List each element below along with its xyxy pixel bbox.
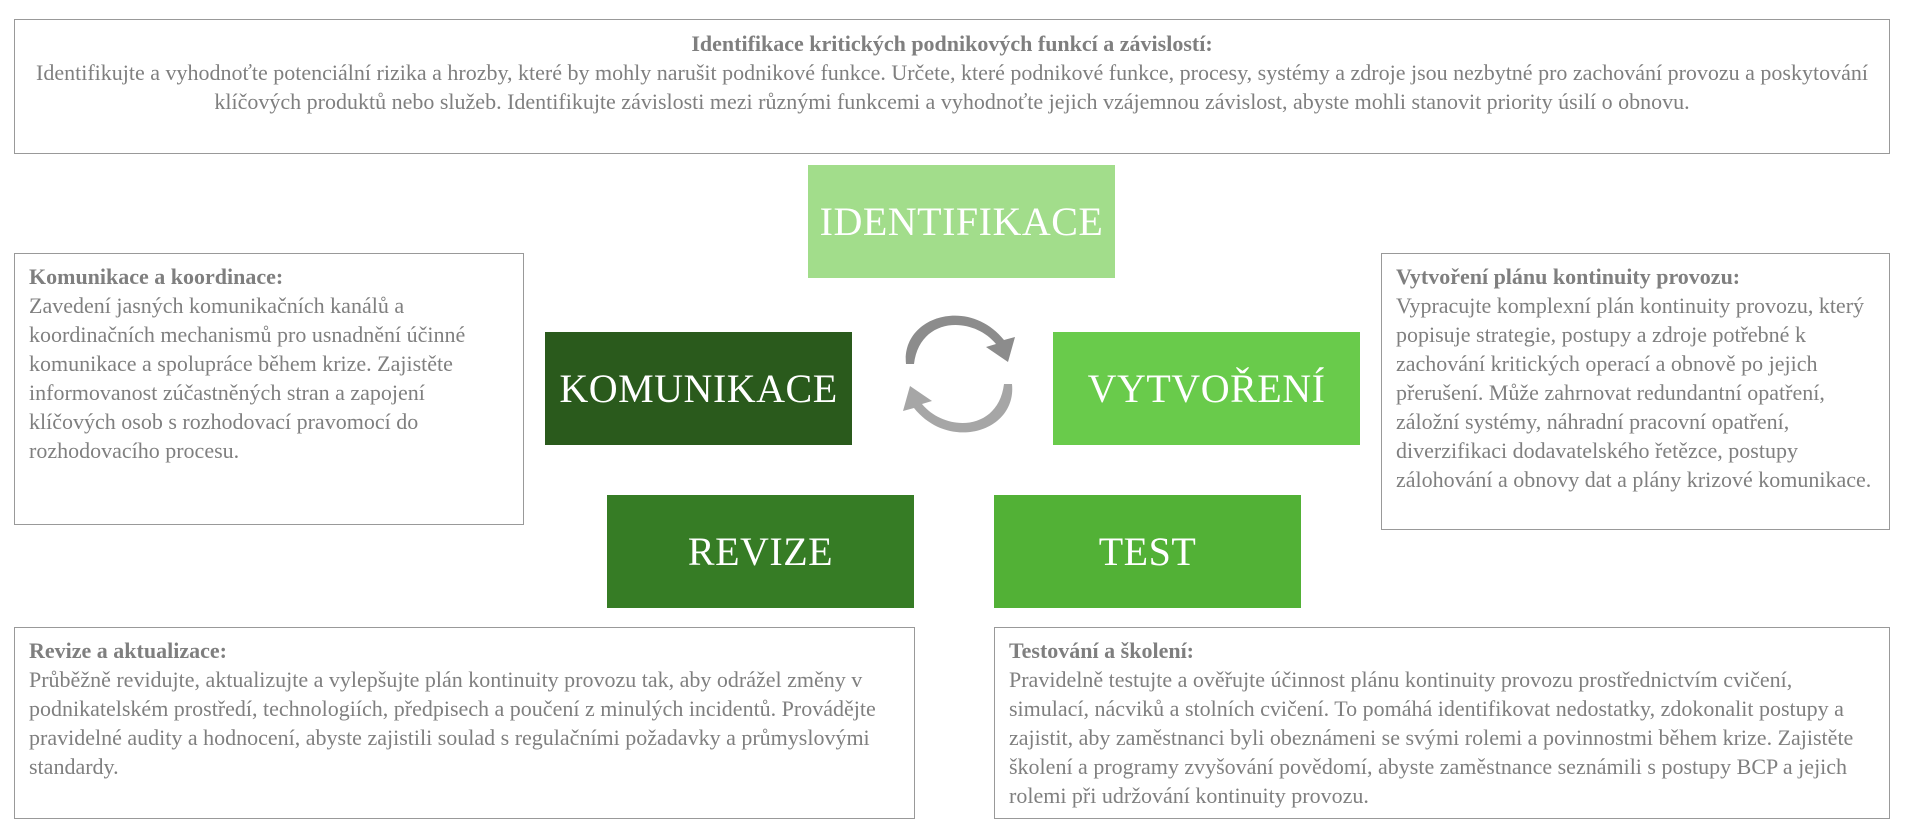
plan-creation-description-box <box>1381 253 1890 530</box>
tile-vytvoreni: VYTVOŘENÍ <box>1053 332 1360 445</box>
testing-description-title: Testování a školení: <box>1009 638 1195 663</box>
testing-description-box <box>994 627 1890 819</box>
tile-komunikace: KOMUNIKACE <box>545 332 852 445</box>
communication-description-text: Zavedení jasných komunikačních kanálů a koordinačních mechanismů pro usnadnění účinné komunikace a spolupráce během krize. Zajistěte informovanost zúčastněných stran a zapojení klíčových osob s rozhodovací pravomocí do rozhodovacího procesu. <box>29 293 466 463</box>
cycle-arrow-bottom <box>903 384 1012 432</box>
communication-description-box <box>14 253 524 525</box>
review-description-title: Revize a aktualizace: <box>29 638 227 663</box>
tile-identifikace: IDENTIFIKACE <box>808 165 1115 278</box>
cycle-arrow-top <box>906 316 1015 364</box>
plan-creation-description-text: Vypracujte komplexní plán kontinuity provozu, který popisuje strategie, postupy a zdroje potřebné k zachování kritických operací a obnově po jejich přerušení. Může zahrnovat redundantní opatření, záložní systémy, náhradní pracovní opatření, diverzifikaci dodavatelského řetězce, postupy zálohování a obnovy dat a plány krizové komunikace. <box>1396 293 1872 492</box>
cycle-arrows-icon <box>893 302 1025 446</box>
testing-description-text: Pravidelně testujte a ověřujte účinnost plánu kontinuity provozu prostřednictvím cvičení, simulací, nácviků a stolních cvičení. To pomáhá identifikovat nedostatky, zdokonalit postupy a zajistit, aby zaměstnanci byli obeznámeni se svými rolemi a povinnostmi během krize. Zajistěte školení a programy zvyšování povědomí, abyste zaměstnance seznámili s postupy BCP a jejich rolemi při udržování kontinuity provozu. <box>1009 667 1854 808</box>
review-description-box <box>14 627 915 819</box>
tile-revize: REVIZE <box>607 495 914 608</box>
identification-description-text: Identifikujte a vyhodnoťte potenciální rizika a hrozby, které by mohly narušit podnikové funkce. Určete, které podnikové funkce, procesy, systémy a zdroje jsou nezbytné pro zachování provozu a poskytování klíčových produktů nebo služeb. Identifikujte závislosti mezi různými funkcemi a vyhodnoťte jejich vzájemnou závislost, abyste mohli stanovit priority úsilí o obnovu. <box>36 60 1868 114</box>
review-description-text: Průběžně revidujte, aktualizujte a vylepšujte plán kontinuity provozu tak, aby odrážel změny v podnikatelském prostředí, technologiích, předpisech a poučení z minulých incidentů. Provádějte pravidelné audity a hodnocení, abyste zajistili soulad s regulačními požadavky a průmyslovými standardy. <box>29 667 876 779</box>
communication-description-title: Komunikace a koordinace: <box>29 264 284 289</box>
identification-description-title: Identifikace kritických podnikových funkcí a závislostí: <box>691 31 1213 56</box>
identification-description-box <box>14 19 1890 154</box>
plan-creation-description-title: Vytvoření plánu kontinuity provozu: <box>1396 264 1741 289</box>
tile-test: TEST <box>994 495 1301 608</box>
